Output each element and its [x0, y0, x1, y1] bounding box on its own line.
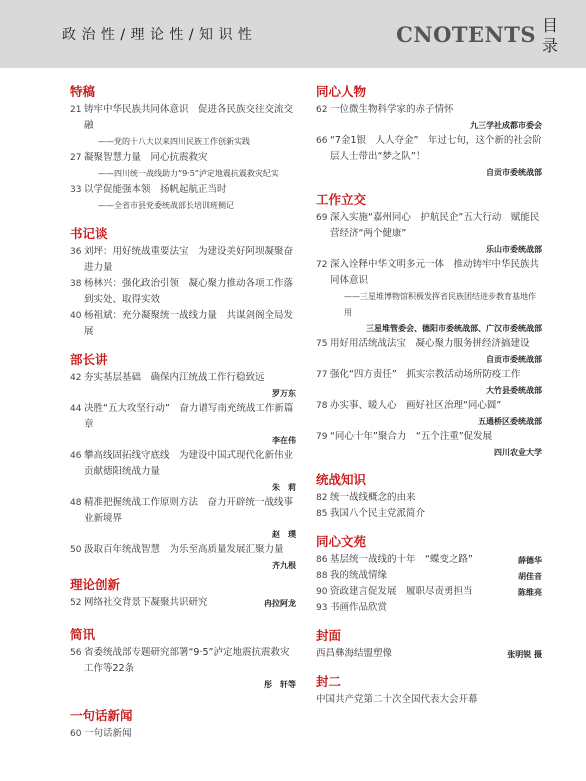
page-number: 79: [316, 432, 328, 442]
entry-author: 赵 璞: [272, 529, 296, 539]
toc-entry[interactable]: [70, 276, 296, 308]
cover-caption[interactable]: [316, 646, 542, 662]
entry-title: 一句话新闻: [84, 728, 132, 739]
contents-title: CNOTENTS: [396, 22, 536, 47]
page-number: 46: [70, 451, 82, 461]
page-number: 50: [70, 545, 82, 555]
page-number: 85: [316, 509, 328, 519]
toc-entry[interactable]: [316, 367, 542, 383]
entry-title: 资政建言促发展 履职尽责勇担当: [330, 586, 473, 597]
toc-entry[interactable]: [70, 102, 296, 134]
entry-title: 省委统战部专题研究部署“9·5”泸定地震抗震救灾工作等22条: [84, 647, 290, 674]
entry-subtitle: ——全省市县党委统战部长培训班侧记: [98, 201, 234, 210]
entry-title: 办实事、暖人心 画好社区治理“同心圆”: [330, 400, 502, 411]
toc-entry[interactable]: [70, 182, 296, 198]
toc-entry[interactable]: [70, 370, 296, 386]
toc-entry[interactable]: [316, 336, 542, 352]
section-wenyuan: [316, 534, 542, 616]
section-title: 部长讲: [70, 352, 108, 367]
entry-title: “同心十年”聚合力 “五个注重”促发展: [330, 431, 493, 442]
entry-author: 冉拉阿龙: [264, 598, 296, 608]
entry-title: 以学促能强本领 扬帆起航正当时: [84, 184, 227, 195]
entry-title: 汲取百年统战智慧 为乐至高质量发展汇聚力量: [84, 544, 284, 555]
toc-entry[interactable]: [70, 726, 296, 742]
page-number: 38: [70, 279, 82, 289]
page-number: 48: [70, 498, 82, 508]
toc-entry[interactable]: [70, 495, 296, 527]
entry-author: 三星堆管委会、德阳市委统战部、广汉市委统战部: [366, 323, 542, 333]
page-number: 44: [70, 404, 82, 414]
page-number: 60: [70, 729, 82, 739]
inside-cover-caption[interactable]: [316, 692, 542, 708]
section-title: 工作立交: [316, 192, 367, 207]
right-column: [316, 84, 542, 712]
entry-author: 彤 轩等: [264, 679, 296, 689]
section-title: 简讯: [70, 627, 96, 642]
entry-title: 铸牢中华民族共同体意识 促进各民族交往交流交融: [84, 104, 294, 131]
section-shujitan: [70, 226, 296, 340]
section-title: 特稿: [70, 84, 96, 99]
page-number: 72: [316, 260, 328, 270]
entry-subtitle: ——三星堆博物馆积极发挥省民族团结进步教育基地作用: [344, 292, 536, 317]
entry-title: 刘坪：用好统战重要法宝 为建设美好阿坝凝聚奋进力量: [84, 246, 294, 273]
entry-title: 深入实施“嘉州同心 护航民企”五大行动 赋能民营经济“两个健康”: [330, 212, 540, 239]
entry-author: 罗万东: [272, 388, 296, 398]
entry-author: 五通桥区委统战部: [478, 416, 542, 426]
page-number: 75: [316, 339, 328, 349]
entry-title: 精准把握统战工作原则方法 奋力开辟统一战线事业新境界: [84, 497, 294, 524]
header-tagline: 政 治 性 / 理 论 性 / 知 识 性: [62, 27, 253, 43]
toc-entry[interactable]: [316, 584, 542, 600]
toc-entry[interactable]: [316, 490, 542, 506]
page-number: 69: [316, 213, 328, 223]
section-fengmian: [316, 628, 542, 662]
inside-cover-caption-text: 中国共产党第二十次全国代表大会开幕: [316, 694, 478, 705]
page-number: 90: [316, 587, 328, 597]
entry-author: 李在伟: [272, 435, 296, 445]
entry-title: 我国八个民主党派简介: [330, 508, 426, 519]
section-yijuhua: [70, 708, 296, 742]
section-title: 统战知识: [316, 472, 367, 487]
entry-title: 杨林兴：强化政治引领 凝心聚力推动各项工作落到实处、取得实效: [84, 278, 294, 305]
left-column: [70, 84, 296, 746]
page-number: 40: [70, 311, 82, 321]
toc-entry[interactable]: [70, 308, 296, 340]
page-number: 88: [316, 571, 328, 581]
page-number: 86: [316, 555, 328, 565]
entry-title: 基层统一战线的十年 “蝶变之路”: [330, 554, 473, 565]
section-tegao: [70, 84, 296, 214]
toc-entry[interactable]: [316, 429, 542, 445]
entry-author: 乐山市委统战部: [486, 244, 542, 254]
toc-entry[interactable]: [316, 133, 542, 165]
entry-author: 齐九根: [272, 560, 296, 570]
entry-author: 薛德华: [518, 555, 542, 565]
section-lilun: [70, 577, 296, 611]
toc-entry[interactable]: [316, 210, 542, 242]
section-title: 封面: [316, 628, 342, 643]
toc-entry[interactable]: [70, 150, 296, 166]
entry-title: 攀高线固拓线守底线 为建设中国式现代化新伟业贡献德阳统战力量: [84, 450, 294, 477]
photo-credit: 张明锐 摄: [507, 649, 542, 659]
entry-author: 九三学社成都市委会: [470, 120, 542, 130]
toc-entry[interactable]: [70, 645, 296, 677]
entry-author: 自贡市委统战部: [486, 354, 542, 364]
entry-author: 朱 莉: [272, 482, 296, 492]
page-number: 52: [70, 598, 82, 608]
toc-entry[interactable]: [316, 600, 542, 616]
entry-subtitle: ——党的十八大以来四川民族工作创新实践: [98, 137, 250, 146]
entry-author: 胡佳音: [518, 571, 542, 581]
page-number: 27: [70, 153, 82, 163]
page-number: 33: [70, 185, 82, 195]
page-number: 36: [70, 247, 82, 257]
page-number: 56: [70, 648, 82, 658]
toc-entry[interactable]: [70, 401, 296, 433]
toc-entry[interactable]: [70, 244, 296, 276]
section-buzhangjiang: [70, 352, 296, 573]
page-number: 77: [316, 370, 328, 380]
toc-entry[interactable]: [316, 398, 542, 414]
section-title: 同心人物: [316, 84, 367, 99]
entry-author: 陈维亮: [518, 587, 542, 597]
entry-title: 决胜“五大攻坚行动” 奋力谱写南充统战工作新篇章: [84, 403, 294, 430]
section-tongxin: [316, 84, 542, 180]
entry-author: 自贡市委统战部: [486, 167, 542, 177]
page-number: 78: [316, 401, 328, 411]
entry-title: 书画作品欣赏: [330, 602, 388, 613]
section-title: 一句话新闻: [70, 708, 133, 723]
toc-entry[interactable]: [316, 506, 542, 522]
toc-entry[interactable]: [70, 448, 296, 480]
entry-title: 强化“四方责任” 抓实宗教活动场所防疫工作: [330, 369, 521, 380]
entry-title: 我的统战情缘: [330, 570, 388, 581]
entry-title: 凝聚智慧力量 同心抗震救灾: [84, 152, 208, 163]
page-number: 21: [70, 105, 82, 115]
entry-title: 网络社交背景下凝聚共识研究: [84, 597, 208, 608]
toc-entry[interactable]: [316, 102, 542, 118]
entry-title: “7金1银 人人夺金” 年过七旬，这个新的社会阶层人士带出“梦之队”！: [330, 135, 542, 162]
toc-entry[interactable]: [316, 257, 542, 289]
toc-entry[interactable]: [316, 552, 542, 568]
entry-title: 一位微生物科学家的赤子情怀: [330, 104, 454, 115]
cover-caption-text: 西昌彝海结盟塑像: [316, 648, 393, 659]
section-title: 理论创新: [70, 577, 121, 592]
section-title: 书记谈: [70, 226, 108, 241]
entry-author: 四川农业大学: [494, 447, 542, 457]
page-number: 82: [316, 493, 328, 503]
toc-label: 目录: [541, 16, 558, 55]
page-number: 62: [316, 105, 328, 115]
entry-subtitle: ——四川统一战线助力“9·5”泸定地震抗震救灾纪实: [98, 169, 279, 178]
section-title: 同心文苑: [316, 534, 367, 549]
toc-entry[interactable]: [70, 542, 296, 558]
page-number: 93: [316, 603, 328, 613]
entry-title: 杨祖斌：充分凝聚统一战线力量 共谋剑阁全局发展: [84, 310, 294, 337]
entry-title: 统一战线概念的由来: [330, 492, 416, 503]
section-jianxun: [70, 627, 296, 692]
section-gongzuo: [316, 192, 542, 460]
section-title: 封二: [316, 674, 342, 689]
page-number: 42: [70, 373, 82, 383]
entry-title: 用好用活统战法宝 凝心聚力服务拼经济搞建设: [330, 338, 530, 349]
entry-title: 深入诠释中华文明多元一体 推动铸牢中华民族共同体意识: [330, 259, 540, 286]
header-band: [0, 0, 586, 68]
toc-entry[interactable]: [316, 568, 542, 584]
entry-author: 大竹县委统战部: [486, 385, 542, 395]
entry-title: 夯实基层基础 确保内江统战工作行稳致远: [84, 372, 265, 383]
section-zhishi: [316, 472, 542, 522]
toc-entry[interactable]: [70, 595, 296, 611]
section-fenger: [316, 674, 542, 708]
page-number: 66: [316, 136, 328, 146]
